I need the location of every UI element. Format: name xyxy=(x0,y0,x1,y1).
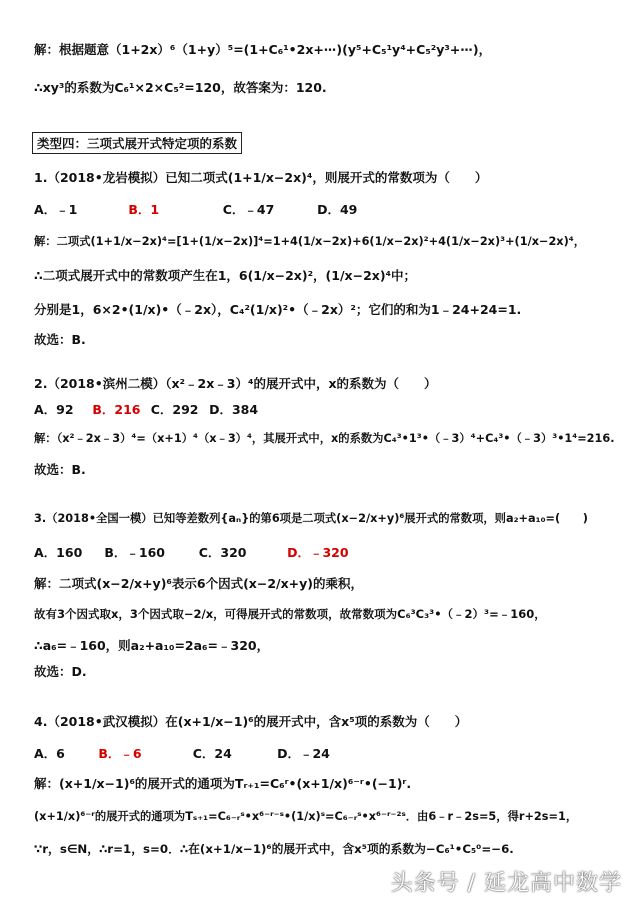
solution-line: (x+1/x)⁶⁻ʳ的展开式的通项为Tₛ₊₁=C₆₋ᵣˢ•x⁶⁻ʳ⁻ˢ•(1/x)ˢ=C₆₋ᵣˢ•x⁶⁻ʳ⁻²ˢ．由6﹣r﹣2s=5，得r+2s=1， xyxy=(34,810,578,823)
option-b: B．216 xyxy=(92,402,141,417)
options-q3 xyxy=(34,543,349,561)
option-b: B．﹣160 xyxy=(104,545,165,560)
solution-line: ∴二项式展开式中的常数项产生在1，6(1/x−2x)²，(1/x−2x)⁴中； xyxy=(34,268,417,283)
option-a: A．6 xyxy=(34,746,65,761)
options-q4 xyxy=(34,744,330,762)
options-q2 xyxy=(34,400,258,418)
option-d: D．﹣320 xyxy=(287,545,349,560)
answer-line: 故选：B. xyxy=(34,332,86,347)
option-c: C．292 xyxy=(150,402,199,417)
solution-line: ∵r，s∈N，∴r=1，s=0．∴在(x+1/x−1)⁶的展开式中，含x⁵项的系数为−C₆¹•C₅⁰=−6. xyxy=(34,842,514,856)
answer-line: 故选：D. xyxy=(34,664,87,679)
option-c: C．24 xyxy=(192,746,232,761)
option-d: D．﹣24 xyxy=(277,746,330,761)
solution-line: ∴a₆=﹣160，则a₂+a₁₀=2a₆=﹣320， xyxy=(34,638,270,653)
option-a: A．160 xyxy=(34,545,83,560)
option-d: D．49 xyxy=(317,202,358,217)
option-d: D．384 xyxy=(209,402,259,417)
question-3: 3.（2018•全国一模）已知等差数列{aₙ}的第6项是二项式(x−2/x+y)⁶展开式的常数项，则a₂+a₁₀=( ) xyxy=(34,512,588,525)
solution-line: ∴xy³的系数为C₆¹×2×C₅²=120，故答案为：120. xyxy=(34,80,327,95)
options-q1 xyxy=(34,200,357,218)
option-b: B．﹣6 xyxy=(98,746,142,761)
section-title: 类型四：三项式展开式特定项的系数 xyxy=(32,132,242,154)
option-a: A．﹣1 xyxy=(34,202,78,217)
solution-line: 解：二项式(x−2/x+y)⁶表示6个因式(x−2/x+y)的乘积， xyxy=(34,576,363,591)
solution-line: 故有3个因式取x，3个因式取−2/x，可得展开式的常数项，故常数项为C₆³C₃³•（﹣2）³=﹣160， xyxy=(34,607,546,621)
option-c: C．320 xyxy=(198,545,247,560)
solution-line: 解：二项式(1+1/x−2x)⁴=[1+(1/x−2x)]⁴=1+4(1/x−2x)+6(1/x−2x)²+4(1/x−2x)³+(1/x−2x)⁴， xyxy=(34,235,586,248)
solution-line: 分别是1，6×2•(1/x)•（﹣2x），C₄²(1/x)²•（﹣2x）²；它们的和为1﹣24+24=1. xyxy=(34,302,522,317)
solution-line: 解：根据题意（1+2x）⁶（1+y）⁵=(1+C₆¹•2x+⋯)(y⁵+C₅¹y⁴+C₅²y³+⋯)， xyxy=(34,42,492,57)
option-b: B．1 xyxy=(128,202,160,217)
question-4: 4.（2018•武汉模拟）在(x+1/x−1)⁶的展开式中，含x⁵项的系数为（ ） xyxy=(34,714,468,729)
solution-line: 解：(x+1/x−1)⁶的展开式的通项为Tᵣ₊₁=C₆ʳ•(x+1/x)⁶⁻ʳ•(−1)ʳ. xyxy=(34,776,412,791)
option-a: A．92 xyxy=(34,402,74,417)
answer-line: 故选：B. xyxy=(34,462,86,477)
watermark: 头条号 / 延龙高中数学 xyxy=(390,871,622,896)
option-c: C．﹣47 xyxy=(222,202,275,217)
question-2: 2.（2018•滨州二模）（x²﹣2x﹣3）⁴的展开式中，x的系数为（ ） xyxy=(34,376,437,391)
solution-line: 解：（x²﹣2x﹣3）⁴=（x+1）⁴（x﹣3）⁴，其展开式中，x的系数为C₄³•1³•（﹣3）⁴+C₄³•（﹣3）³•1⁴=216. xyxy=(34,432,615,445)
question-1: 1.（2018•龙岩模拟）已知二项式(1+1/x−2x)⁴，则展开式的常数项为（ ） xyxy=(34,170,488,185)
